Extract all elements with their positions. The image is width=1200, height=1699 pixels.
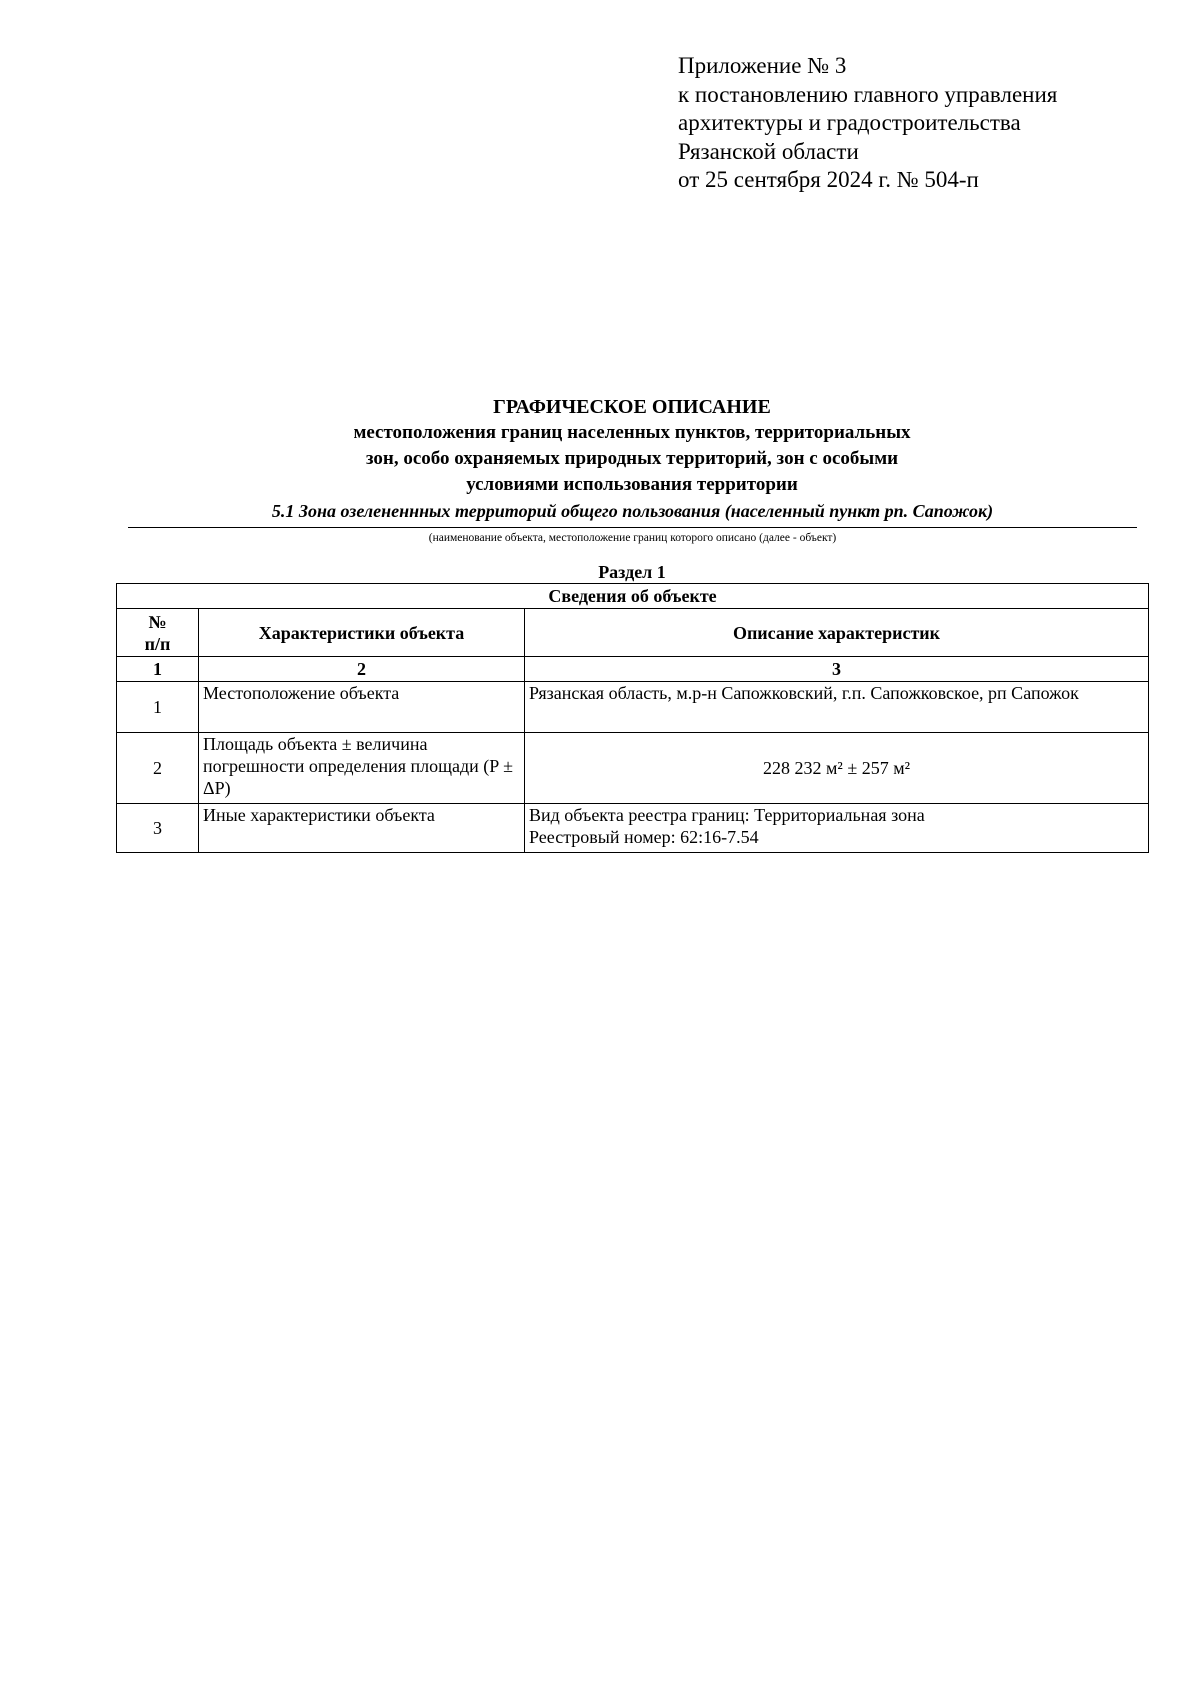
column-index: 2 [199,657,525,682]
header-number-line1: № [148,611,167,632]
object-name-hint: (наименование объекта, местоположение границ которого описано (далее - объект) [428,532,837,544]
row-characteristic: Площадь объекта ± величина погрешности определения площади (P ± ΔP) [199,733,525,804]
row-number: 3 [117,804,199,853]
object-info-table [116,583,1149,853]
row-description-line: Вид объекта реестра границ: Территориальная зона [529,805,925,825]
table-caption: Сведения об объекте [117,584,1149,609]
annex-line: от 25 сентября 2024 г. № 504-п [678,167,979,192]
annex-line: к постановлению главного управления [678,81,1058,107]
row-characteristic: Иные характеристики объекта [199,804,525,853]
title-main: ГРАФИЧЕСКОЕ ОПИСАНИЕ [493,396,771,418]
table-row [117,733,1149,804]
object-name-underline [128,527,1137,528]
row-number: 1 [117,682,199,733]
row-description: 228 232 м² ± 257 м² [525,733,1149,804]
header-number-line2: п/п [144,633,171,654]
row-characteristic: Местоположение объекта [199,682,525,733]
row-description-line: Реестровый номер: 62:16-7.54 [529,827,759,847]
title-line: зон, особо охраняемых природных территорий, зон с особыми [365,448,899,469]
annex-line: Приложение № 3 [678,53,847,78]
row-description: Рязанская область, м.р-н Сапожковский, г.п. Сапожковское, рп Сапожок [525,682,1149,733]
title-line: местоположения границ населенных пунктов, территориальных [353,422,911,443]
column-index: 1 [117,657,199,682]
header-description: Описание характеристик [525,609,1149,657]
header-characteristics: Характеристики объекта [199,609,525,657]
table-row [117,804,1149,853]
annex-line: Рязанской области [678,138,859,164]
section-title: Раздел 1 [598,562,666,582]
object-name: 5.1 Зона озелененнных территорий общего пользования (населенный пункт рп. Сапожок) [271,501,994,521]
header-number [117,609,199,657]
annex-block [678,52,1057,195]
column-index: 3 [525,657,1149,682]
document-title [0,394,1200,498]
table-row [117,682,1149,733]
title-line: условиями использования территории [466,474,798,495]
row-description [525,804,1149,853]
annex-line: архитектуры и градостроительства [678,110,1021,135]
row-number: 2 [117,733,199,804]
